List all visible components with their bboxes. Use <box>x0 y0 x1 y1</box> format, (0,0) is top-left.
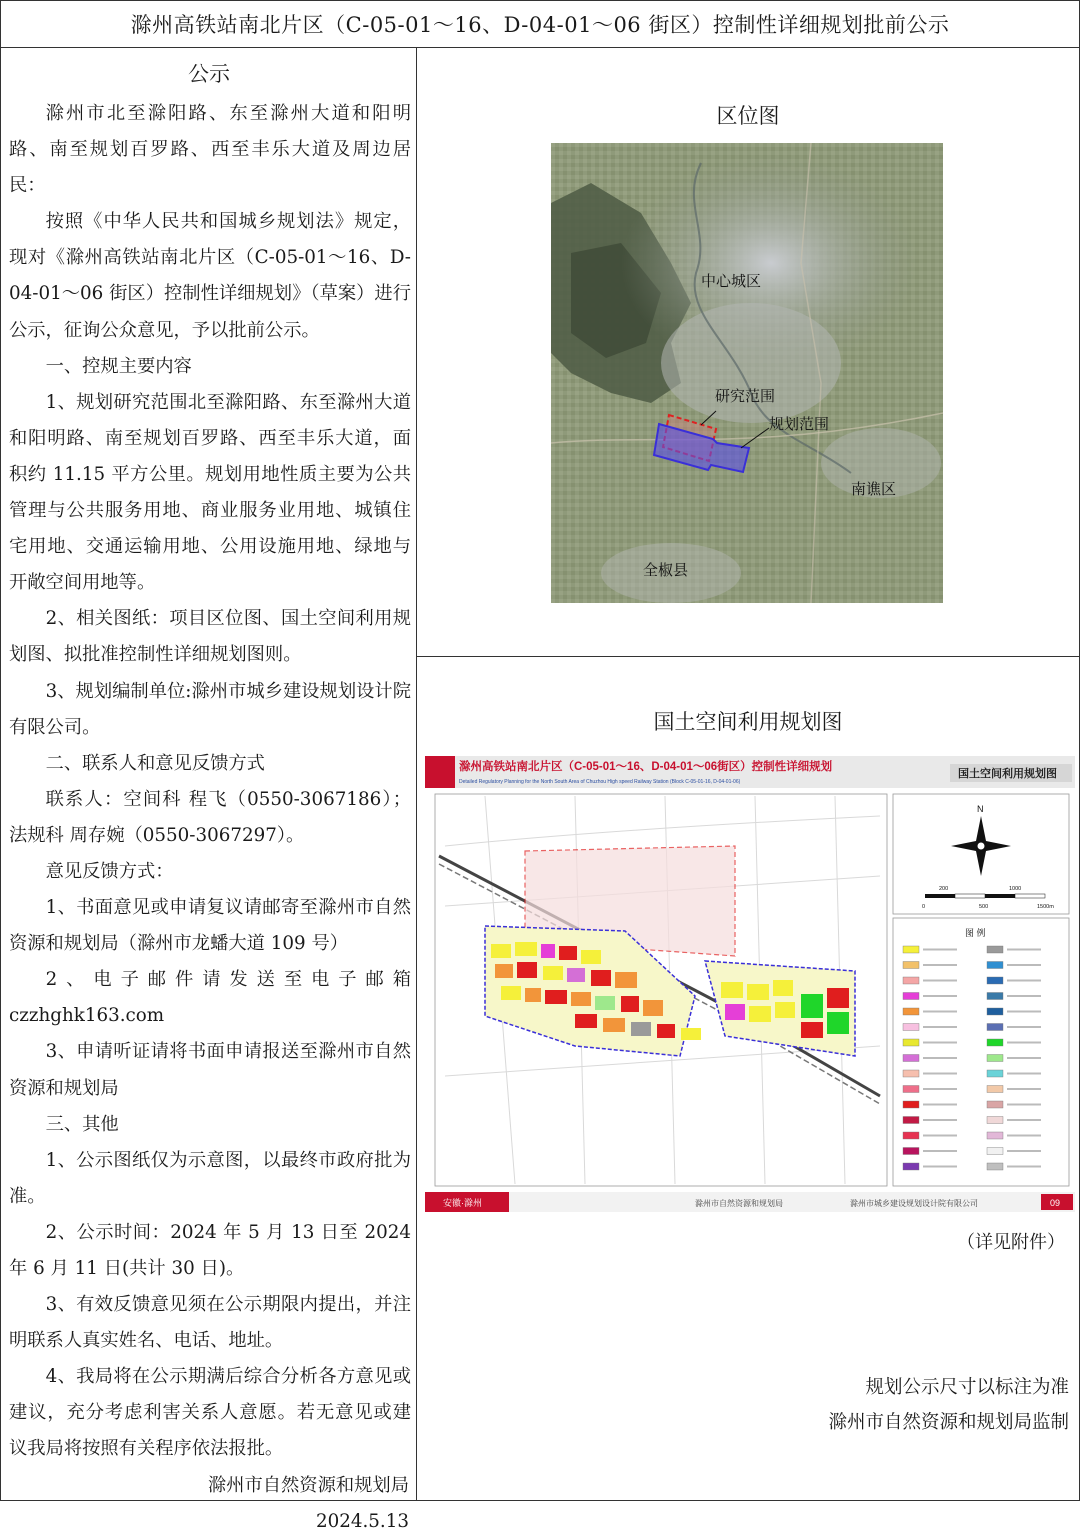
urban-area <box>661 303 841 423</box>
legend-swatch <box>903 946 919 953</box>
scale-bar <box>925 894 1045 898</box>
sheet-header-accent <box>425 756 455 788</box>
legend-item-text-placeholder <box>923 1104 957 1106</box>
legend-item-text-placeholder <box>923 1042 957 1044</box>
landuse-map-caption: 国土空间利用规划图 <box>653 710 843 734</box>
legend-swatch <box>903 1101 919 1108</box>
section-heading: 二、联系人和意见反馈方式 <box>45 752 265 774</box>
notice-paragraph: 按照《中华人民共和国城乡规划法》规定，现对《滁州高铁站南北片区（C-05-01～16、D-04-01～06 街区）控制性详细规划》（草案）进行公示，征询公众意见，予以批前公示。 <box>9 211 411 341</box>
legend-swatch <box>987 1163 1003 1170</box>
legend-swatch <box>987 993 1003 1000</box>
label-center-district: 中心城区 <box>701 273 762 290</box>
legend-item-text-placeholder <box>1007 995 1041 997</box>
location-map <box>551 143 943 603</box>
notice-paragraph: 1、规划研究范围北至滁阳路、东至滁州大道和阳明路、南至规划百罗路、西至丰乐大道，面积约 11.15 平方公里。规划用地性质主要为公共管理与公共服务用地、商业服务业用地、城镇住宅用地、交通运输用地、公用设施用地、绿地与开敞空间用地等。 <box>9 391 411 594</box>
legend-item-text-placeholder <box>1007 980 1041 982</box>
notice-body <box>9 96 411 1540</box>
email-paragraph: 2、电子邮件请发送至电子邮箱czzhghk163.com <box>9 969 411 1027</box>
legend-swatch <box>987 1101 1003 1108</box>
legend-swatch <box>987 946 1003 953</box>
legend-swatch <box>903 1163 919 1170</box>
plan-subtitle: Detailed Regulatory Planning for the North South Area of Chuzhou High speed Railway Station (Block C-05-01-16, D-04-01-06) <box>459 779 741 785</box>
legend-swatch <box>903 1055 919 1062</box>
legend-swatch <box>987 977 1003 984</box>
legend-item-text-placeholder <box>1007 1135 1041 1137</box>
legend-swatch <box>903 1024 919 1031</box>
section-divider <box>417 656 1079 657</box>
notice-paragraph: 2、公示时间：2024 年 5 月 13 日至 2024 年 6 月 11 日(共计 30 日)。 <box>9 1221 411 1279</box>
label-study-area: 研究范围 <box>715 388 776 405</box>
label-nanqiao: 南谯区 <box>851 481 897 498</box>
section-heading: 一、控规主要内容 <box>45 355 192 377</box>
label-quanjiao: 全椒县 <box>643 562 689 579</box>
legend-item-text-placeholder <box>923 1073 957 1075</box>
legend-swatch <box>903 977 919 984</box>
legend-swatch <box>987 1086 1003 1093</box>
legend-swatch <box>903 1132 919 1139</box>
legend-item-text-placeholder <box>923 1057 957 1059</box>
legend-swatch <box>987 1132 1003 1139</box>
scale-label: 500 <box>979 904 989 910</box>
legend-swatch <box>987 1070 1003 1077</box>
legend-item-text-placeholder <box>1007 1150 1041 1152</box>
notice-paragraph: 3、有效反馈意见须在公示期限内提出，并注明联系人真实姓名、电话、地址。 <box>9 1294 411 1352</box>
document-title: 滁州高铁站南北片区（C-05-01～16、D-04-01～06 街区）控制性详细规划批前公示 <box>1 1 1079 48</box>
notice-paragraph: 3、规划编制单位:滁州市城乡建设规划设计院有限公司。 <box>9 680 411 738</box>
notice-paragraph: 滁州市北至滁阳路、东至滁州大道和阳明路、南至规划百罗路、西至丰乐大道及周边居民： <box>9 103 411 197</box>
scale-label: 0 <box>922 904 926 910</box>
legend-item-text-placeholder <box>923 980 957 982</box>
legend-item-text-placeholder <box>1007 964 1041 966</box>
footnote <box>828 1370 1069 1440</box>
legend-swatch <box>987 1055 1003 1062</box>
legend-item-text-placeholder <box>1007 1088 1041 1090</box>
legend-item-text-placeholder <box>1007 1166 1041 1168</box>
contact-paragraph: 联系人：空间科 程飞（0550-3067186）；法规科 周存婉（0550-3067297）。 <box>9 788 411 846</box>
legend-swatch <box>903 1117 919 1124</box>
footnote-line1: 规划公示尺寸以标注为准 <box>865 1377 1069 1398</box>
signature-org: 滁州市自然资源和规划局 <box>207 1474 409 1496</box>
legend-swatch <box>903 1148 919 1155</box>
legend-item-text-placeholder <box>1007 1042 1041 1044</box>
legend-swatch <box>903 962 919 969</box>
notice-heading: 公示 <box>188 62 230 86</box>
location-map-caption: 区位图 <box>716 104 780 128</box>
legend-swatch <box>987 1024 1003 1031</box>
legend-swatch <box>987 1008 1003 1015</box>
maps-column <box>417 48 1079 1500</box>
notice-paragraph: 3、申请听证请将书面申请报送至滁州市自然资源和规划局 <box>9 1041 411 1099</box>
legend-swatch <box>903 1070 919 1077</box>
legend-item-text-placeholder <box>1007 1073 1041 1075</box>
footer-region: 安徽·滁州 <box>443 1198 482 1208</box>
legend-item-text-placeholder <box>923 1166 957 1168</box>
legend-item-text-placeholder <box>1007 1119 1041 1121</box>
notice-paragraph: 4、我局将在公示期满后综合分析各方意见或建议，充分考虑利害关系人意愿。若无意见或建议我局将按照有关程序依法报批。 <box>9 1366 411 1460</box>
notice-column <box>1 48 417 1532</box>
legend-item-text-placeholder <box>1007 1104 1041 1106</box>
legend-swatch <box>987 1148 1003 1155</box>
legend-item-text-placeholder <box>923 1150 957 1152</box>
legend-title: 图 例 <box>965 928 986 938</box>
legend-item-text-placeholder <box>923 995 957 997</box>
legend-swatch <box>987 1039 1003 1046</box>
page-number: 09 <box>1050 1198 1061 1208</box>
section-heading: 三、其他 <box>45 1113 119 1135</box>
mail-address-paragraph: 1、书面意见或申请复议请邮寄至滁州市自然资源和规划局（滁州市龙蟠大道 109 号） <box>9 897 411 955</box>
legend-swatch <box>903 1086 919 1093</box>
notice-paragraph: 2、相关图纸：项目区位图、国土空间利用规划图、拟批准控制性详细规划图则。 <box>9 608 411 666</box>
scale-label: 1500m <box>1037 904 1054 910</box>
north-label: N <box>977 804 984 814</box>
scale-label: 1000 <box>1009 886 1022 892</box>
label-planning-area: 规划范围 <box>769 416 830 433</box>
legend-item-text-placeholder <box>923 1026 957 1028</box>
scale-label: 200 <box>939 886 949 892</box>
legend-item-text-placeholder <box>1007 949 1041 951</box>
legend-swatch <box>987 1117 1003 1124</box>
legend-item-text-placeholder <box>1007 1026 1041 1028</box>
legend-panel <box>893 918 1069 1186</box>
legend-item-text-placeholder <box>923 964 957 966</box>
legend-swatch <box>987 962 1003 969</box>
legend-item-text-placeholder <box>923 1119 957 1121</box>
legend-swatch <box>903 993 919 1000</box>
notice-paragraph: 意见反馈方式： <box>45 860 174 882</box>
legend-item-text-placeholder <box>1007 1011 1041 1013</box>
legend-item-text-placeholder <box>923 949 957 951</box>
legend-swatch <box>903 1039 919 1046</box>
legend-swatch <box>903 1008 919 1015</box>
legend-item-text-placeholder <box>923 1088 957 1090</box>
legend-item-text-placeholder <box>1007 1057 1041 1059</box>
footnote-line2: 滁州市自然资源和规划局监制 <box>828 1412 1069 1433</box>
signature-date: 2024.5.13 <box>315 1510 409 1532</box>
footer-org2: 滁州市城乡建设规划设计院有限公司 <box>850 1199 978 1208</box>
footer-org1: 滁州市自然资源和规划局 <box>695 1199 783 1208</box>
legend-item-text-placeholder <box>923 1135 957 1137</box>
legend-item-text-placeholder <box>923 1011 957 1013</box>
plan-title: 滁州高铁站南北片区（C-05-01～16、D-04-01～06街区）控制性详细规划 <box>459 761 833 773</box>
attachment-note: （详见附件） <box>957 1232 1065 1253</box>
sheet-label: 国土空间利用规划图 <box>958 768 1057 780</box>
notice-paragraph: 1、公示图纸仅为示意图，以最终市政府批为准。 <box>9 1149 411 1207</box>
landuse-plan-sheet <box>425 756 1075 1216</box>
